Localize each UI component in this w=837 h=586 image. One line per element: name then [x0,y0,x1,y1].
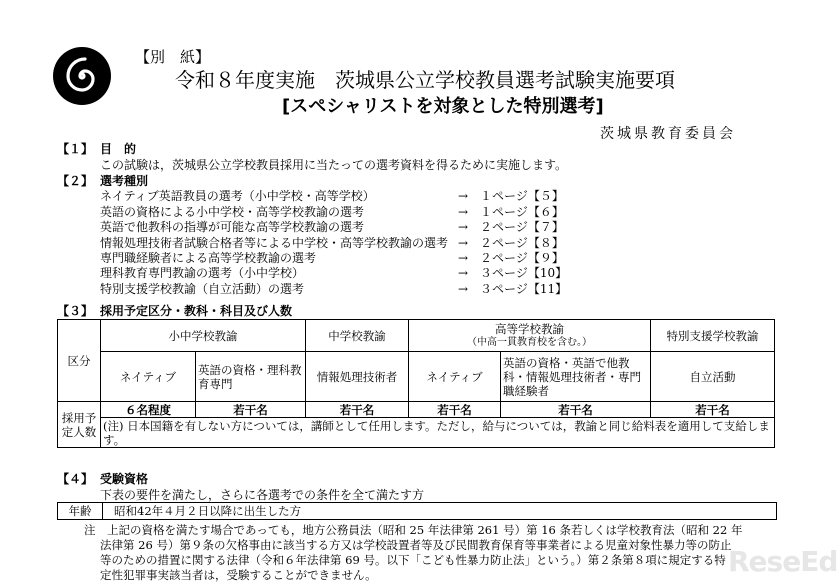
issuer-name: 茨城県教育委員会 [600,126,736,142]
page-reference: → ２ページ【７】 [458,220,564,234]
high-school-note: （中高一貫教育校を含む。） [467,336,592,348]
list-item: 英語の資格による小中学校・高等学校教諭の選考 [100,205,365,219]
age-requirement-table [57,502,777,520]
subcategory-cell: 情報処理技術者 [306,352,409,402]
page-reference: → ３ページ【11】 [458,282,568,296]
disqualification-note-line: 定性犯罪事実該当者は，受験することができません。 [100,568,377,582]
disqualification-note-line: 等のための措置に関する法律（令和６年法律第 69 号。以下「こども性暴力防止法」という。）第２条第８項に規定する特 [100,553,726,567]
list-item: 英語で他教科の指導が可能な高等学校教諭の選考 [100,220,365,234]
watermark-logo: ReseEd [728,545,837,578]
page-subtitle: [スペシャリストを対象とした特別選考] [282,96,604,117]
page-reference: → １ページ【６】 [458,205,564,219]
count-header: 採用予定人数 [58,402,101,448]
age-label: 年齢 [58,503,103,519]
subcategory-cell: ネイティブ [101,352,196,402]
list-item: 理科教育専門教諭の選考（小中学校） [100,266,305,280]
page-reference: → １ページ【５】 [458,189,564,203]
category-header: 区分 [58,320,101,402]
age-value: 昭和42年４月２日以降に出生した方 [114,504,302,518]
subcategory-cell: 英語の資格・英語で他教科・情報処理技術者・専門職経験者 [501,352,651,402]
junior-high-header: 中学校教諭 [306,320,409,352]
section-2-heading: 選考種別 [100,174,149,188]
page-title: 令和８年度実施 茨城県公立学校教員選考試験実施要項 [175,68,675,92]
list-item: 専門職経験者による高等学校教諭の選考 [100,251,317,265]
section-3-number: 【３】 [57,304,94,318]
section-4-number: 【４】 [57,472,94,486]
special-support-header: 特別支援学校教諭 [651,320,775,352]
list-item: ネイティブ英語教員の選考（小中学校・高等学校） [100,189,375,203]
count-cell: 若干名 [306,402,409,418]
ibaraki-emblem-icon [52,46,112,106]
subcategory-cell: 自立活動 [651,352,775,402]
qualification-intro: 下表の要件を満たし，さらに各選考での条件を全て満たす方 [100,488,425,502]
high-school-header [409,320,651,352]
subcategory-cell: ネイティブ [409,352,501,402]
attachment-label: 【別 紙】 [135,48,211,66]
subcategory-cell: 英語の資格・理科教育専門 [196,352,306,402]
page-reference: → ２ページ【８】 [458,236,564,250]
purpose-text: この試験は，茨城県公立学校教員採用に当たっての選考資料を得るために実施します。 [100,158,568,172]
disqualification-note-line: 注 上記の資格を満たす場合であっても，地方公務員法（昭和 25 年法律第 261 号）第 16 条若しくは学校教育法（昭和 22 年 [84,523,743,537]
page-reference: → ３ページ【10】 [458,266,568,280]
list-item: 特別支援学校教諭（自立活動）の選考 [100,282,305,296]
section-4-heading: 受験資格 [100,472,149,486]
list-item: 情報処理技術者試験合格者等による中学校・高等学校教諭の選考 [100,236,449,250]
section-1-heading: 目 的 [100,142,137,156]
high-school-label: 高等学校教諭 [495,321,564,336]
section-2-number: 【２】 [57,174,94,188]
page-reference: → ２ページ【９】 [458,251,564,265]
elementary-junior-header: 小中学校教諭 [101,320,306,352]
recruitment-table [57,319,775,448]
count-cell: ６名程度 [101,402,196,418]
count-cell: 若干名 [501,402,651,418]
section-1-number: 【１】 [57,142,94,156]
count-cell: 若干名 [196,402,306,418]
count-cell: 若干名 [651,402,775,418]
count-cell: 若干名 [409,402,501,418]
section-3-heading: 採用予定区分・教科・科目及び人数 [100,304,293,318]
disqualification-note-line: 法律第 26 号）第９条の欠格事由に該当する方又は学校設置者等及び民間教育保育等事業者による児童対象性暴力等の防止 [100,538,732,552]
table-note: (注) 日本国籍を有しない方については，講師として任用します。ただし，給与については，教諭と同じ給料表を適用して支給します。 [101,418,775,448]
